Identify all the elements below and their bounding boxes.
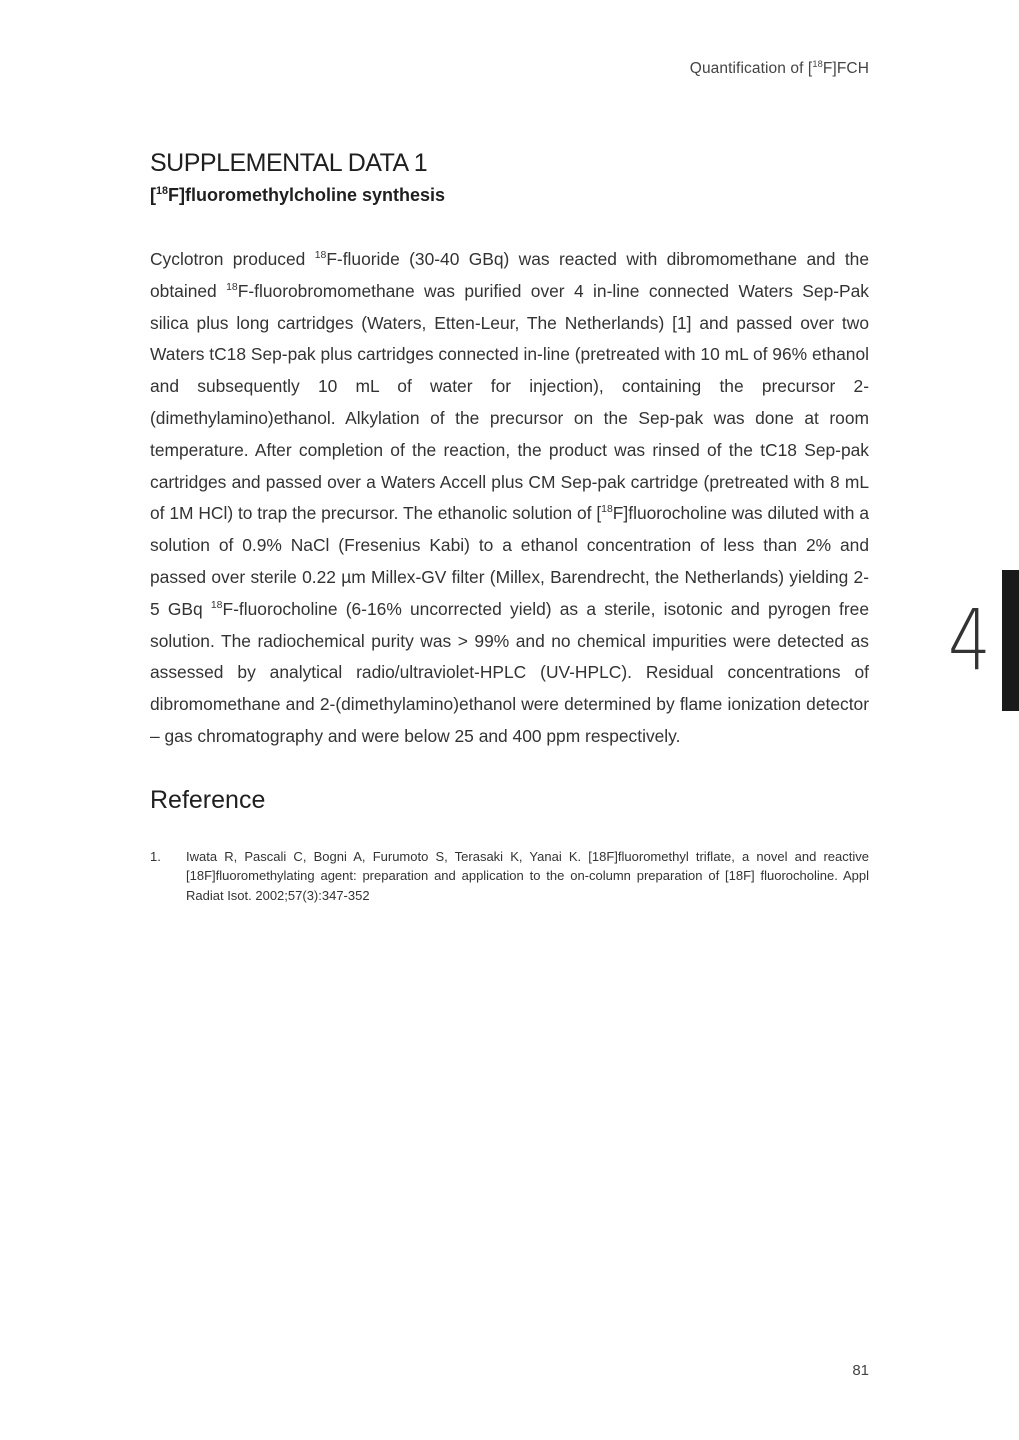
body-text-1: Cyclotron produced (150, 249, 315, 269)
running-head-suffix: F]FCH (822, 60, 869, 77)
body-sup-2: 18 (226, 282, 238, 293)
reference-text: Iwata R, Pascali C, Bogni A, Furumoto S, Terasaki K, Yanai K. [18F]fluoromethyl triflate, a novel and reactive [18F]fluoromethylating agent: preparation and application to the on-column preparation of [18F] fluorocholine. Appl Radiat Isot. 2002;57(3):347-352 (186, 848, 869, 903)
body-text-3: F-fluorobromomethane was purified over 4 in-line connected Waters Sep-Pak silica plus long cartridges (Waters, Etten-Leur, The Netherlands) [1] and passed over two Waters tC18 Sep-pak plus cartridges connected in-line (pretreated with 10 mL of 96% ethanol and subsequently 10 mL of water for injection), containing the precursor 2-(dimethylamino)ethanol. Alkylation of the precursor on the Sep-pak was done at room temperature. After completion of the reaction, the product was rinsed of the tC18 Sep-pak cartridges and passed over a Waters Accell plus CM Sep-pak cartridge (pretreated with 8 mL of 1M HCl) to trap the precursor. The ethanolic solution of [ (150, 280, 869, 524)
section-title: SUPPLEMENTAL DATA 1 (150, 149, 428, 177)
body-text-4: F]fluorocholine was diluted with a solution of 0.9% NaCl (Fresenius Kabi) to a ethanol concentration of less than 2% and passed over sterile 0.22 µm Millex-GV filter (Millex, Barendrecht, the Netherlands) yielding 2-5 GBq (150, 503, 869, 619)
body-text-5: F-fluorocholine (6-16% uncorrected yield) as a sterile, isotonic and pyrogen free solution. The radiochemical purity was > 99% and no chemical impurities were detected as assessed by analytical radio/ultraviolet-HPLC (UV-HPLC). Residual concentrations of dibromomethane and 2-(dimethylamino)ethanol were determined by flame ionization detector – gas chromatography and were below 25 and 400 ppm respectively. (150, 598, 869, 746)
chapter-number: 4 (948, 591, 991, 689)
section-subtitle (150, 182, 869, 208)
reference-heading: Reference (150, 785, 266, 814)
body-paragraph (150, 244, 869, 753)
body-text-2: F-fluoride (30-40 GBq) was reacted with dibromomethane and the obtained (150, 249, 869, 301)
reference-number: 1. (150, 848, 161, 864)
page-number: 81 (852, 1362, 869, 1379)
chapter-tab (1002, 570, 1019, 711)
body-sup-1: 18 (314, 250, 327, 262)
running-head (690, 60, 869, 78)
running-head-sup: 18 (812, 58, 823, 69)
reference-list (150, 847, 869, 906)
subtitle-prefix: [ (150, 185, 156, 205)
subtitle-sup: 18 (156, 185, 169, 197)
body-sup-3: 18 (601, 504, 613, 516)
body-sup-4: 18 (210, 599, 223, 611)
subtitle-suffix: F]fluoromethylcholine synthesis (168, 185, 446, 205)
running-head-prefix: Quantification of [ (689, 60, 813, 77)
main-content (150, 146, 869, 905)
reference-item (150, 847, 869, 906)
